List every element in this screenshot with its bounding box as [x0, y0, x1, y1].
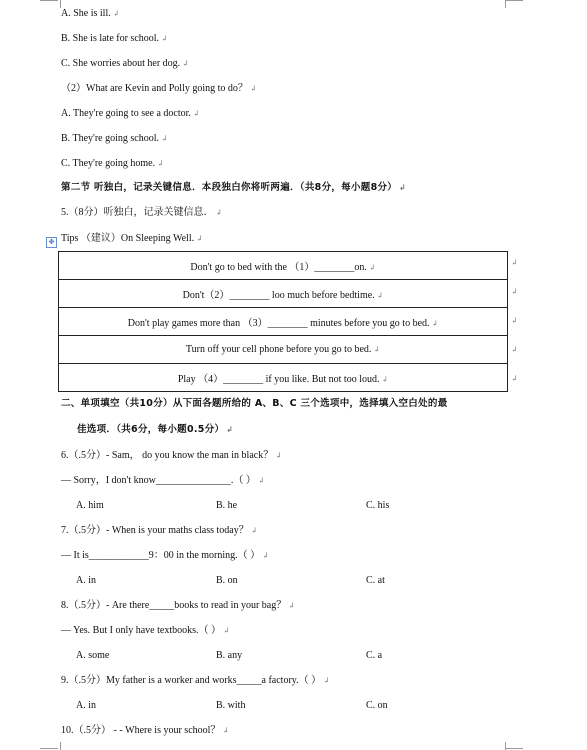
table-cell: Don't go to bed with the （1）________on. ↲ — [59, 252, 508, 280]
row-end-mark: ↲ — [511, 316, 518, 325]
crop-mark — [505, 0, 506, 8]
q6-option-b: B. he — [216, 500, 238, 511]
part2-title-line2: 佳选项．（共6分，每小题0.5分） ↲ — [77, 424, 234, 435]
q8-reply: — Yes. But I only have textbooks.（ ） ↲ — [61, 625, 230, 636]
q7-option-c: C. at — [366, 575, 385, 586]
q2-option-c: C. They're going home. ↲ — [61, 158, 164, 169]
q9-stem: 9.（.5分）My father is a worker and works_____a factory.（ ） ↲ — [61, 675, 330, 686]
q9-option-b: B. with — [216, 700, 246, 711]
crop-mark — [505, 742, 506, 750]
q9-option-a: A. in — [76, 700, 96, 711]
q8-option-a: A. some — [76, 650, 110, 661]
q2-option-b: B. They're going school. ↲ — [61, 133, 168, 144]
q1-option-c: C. She worries about her dog. ↲ — [61, 58, 189, 69]
q1-option-a: A. She is ill. ↲ — [61, 8, 120, 19]
crop-mark — [40, 0, 58, 1]
q8-stem: 8.（.5分）- Are there_____books to read in your bag？ ↲ — [61, 600, 295, 611]
row-end-mark: ↲ — [511, 345, 518, 354]
table-cell: Turn off your cell phone before you go to bed. ↲ — [59, 336, 508, 364]
q6-stem: 6.（.5分）- Sam， do you know the man in black？ ↲ — [61, 450, 282, 461]
table-cell: Play （4）________ if you like. But not too loud. ↲ — [59, 364, 508, 392]
table-row — [59, 336, 508, 364]
crop-mark — [40, 748, 58, 749]
table-cell: Don't play games more than （3）________ minutes before you go to bed. ↲ — [59, 308, 508, 336]
q7-stem: 7.（.5分）- When is your maths class today？ ↲ — [61, 525, 258, 536]
q7-option-b: B. on — [216, 575, 238, 586]
q5-stem: 5.（8分）听独白，记录关键信息． ↲ — [61, 207, 223, 218]
tips-title: Tips （建议）On Sleeping Well. ↲ — [61, 233, 203, 244]
row-end-mark: ↲ — [511, 374, 518, 383]
table-row — [59, 252, 508, 280]
tips-table — [58, 251, 508, 392]
section2-title: 第二节 听独白，记录关键信息．本段独白你将听两遍．（共8分，每小题8分） ↲ — [61, 182, 407, 193]
q8-option-b: B. any — [216, 650, 243, 661]
q1-option-b: B. She is late for school. ↲ — [61, 33, 168, 44]
q6-option-a: A. him — [76, 500, 104, 511]
table-move-handle-icon[interactable]: ✥ — [46, 237, 57, 248]
crop-mark — [505, 748, 523, 749]
q2-stem: （2）What are Kevin and Polly going to do？ ↲ — [61, 83, 257, 94]
q10-stem: 10.（.5分） - - Where is your school？ ↲ — [61, 725, 230, 736]
q2-option-a: A. They're going to see a doctor. ↲ — [61, 108, 200, 119]
q7-option-a: A. in — [76, 575, 96, 586]
part2-title-line1: 二、单项填空（共10分）从下面各题所给的 A、B、C 三个选项中，选择填入空白处的最 — [61, 398, 448, 409]
q8-option-c: C. a — [366, 650, 383, 661]
q7-reply: — It is____________9：00 in the morning.（ ） ↲ — [61, 550, 269, 561]
table-row — [59, 308, 508, 336]
table-row — [59, 280, 508, 308]
row-end-mark: ↲ — [511, 258, 518, 267]
row-end-mark: ↲ — [511, 287, 518, 296]
q9-option-c: C. on — [366, 700, 388, 711]
q6-option-c: C. his — [366, 500, 390, 511]
crop-mark — [60, 742, 61, 750]
table-cell: Don't（2）________ loo much before bedtime. ↲ — [59, 280, 508, 308]
crop-mark — [505, 0, 523, 1]
table-row — [59, 364, 508, 392]
q6-reply: — Sorry，I don't know_______________.（ ） ↲ — [61, 475, 265, 486]
